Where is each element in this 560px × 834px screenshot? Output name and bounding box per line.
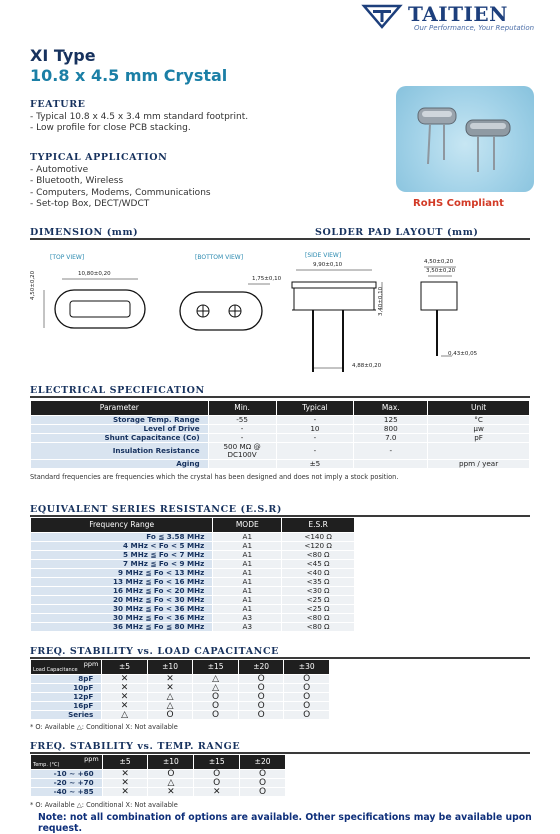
available-icon: O bbox=[284, 693, 330, 702]
conditional-icon: △ bbox=[147, 702, 193, 711]
load-corner: ppm Load Capacitance bbox=[31, 660, 102, 675]
dim-side-width: 9,90±0,10 bbox=[313, 262, 343, 268]
esr-table bbox=[30, 517, 355, 632]
available-icon: O bbox=[147, 711, 193, 720]
available-icon: O bbox=[238, 693, 284, 702]
product-subtitle: 10.8 x 4.5 mm Crystal bbox=[30, 66, 228, 85]
not-available-icon: ✕ bbox=[102, 675, 147, 684]
pad-layout-heading: SOLDER PAD LAYOUT (mm) bbox=[315, 227, 479, 238]
col-frequency: Frequency Range bbox=[31, 518, 213, 533]
table-row: 16 MHz ≦ Fo < 20 MHz A1 <30 Ω bbox=[31, 587, 355, 596]
available-icon: O bbox=[238, 702, 284, 711]
col-max: Max. bbox=[354, 401, 428, 416]
footer-note: Note: not all combination of options are available. Other specifications may be available upon request. bbox=[38, 812, 532, 834]
table-row: -10 ~ +60 ✕ O O O bbox=[31, 770, 286, 779]
dim-top-width: 10,80±0,20 bbox=[78, 271, 111, 277]
product-type: XI Type bbox=[30, 46, 96, 65]
table-row: 5 MHz ≦ Fo < 7 MHz A1 <80 Ω bbox=[31, 551, 355, 560]
available-icon: O bbox=[193, 702, 239, 711]
rohs-label: RoHS Compliant bbox=[413, 198, 504, 209]
application-heading: TYPICAL APPLICATION bbox=[30, 152, 168, 163]
dim-side-height: 3,40±0,10 bbox=[378, 286, 384, 316]
conditional-icon: △ bbox=[102, 711, 147, 720]
feature-heading: FEATURE bbox=[30, 99, 86, 110]
bottom-view-label: [BOTTOM VIEW] bbox=[195, 254, 244, 261]
temp-table: ppm Temp. (°C) ±5 ±10 ±15 ±20 -10 ~ +60 ✕ O O O -20 ~ +70 ✕ △ O O -40 ~ +85 ✕ ✕ ✕ O bbox=[30, 754, 286, 797]
table-row: 30 MHz ≦ Fo < 36 MHz A1 <25 Ω bbox=[31, 605, 355, 614]
dimension-drawing bbox=[0, 0, 560, 400]
table-row: 36 MHz ≦ Fo ≦ 80 MHz A3 <80 Ω bbox=[31, 623, 355, 632]
divider bbox=[30, 396, 530, 398]
available-icon: O bbox=[148, 770, 194, 779]
table-row: Insulation Resistance 500 MΩ @ DC100V - - bbox=[31, 443, 530, 460]
dim-lead: 0,43±0,05 bbox=[448, 351, 478, 357]
col-esr: E.S.R bbox=[282, 518, 355, 533]
load-table: ppm Load Capacitance ±5 ±10 ±15 ±20 ±30 8pF ✕ ✕ △ O O 10pF ✕ ✕ △ O O 12pF ✕ △ O O O 16pF ✕ △ O O O Series △ O O O O bbox=[30, 659, 330, 720]
feature-item: - Typical 10.8 x 4.5 x 3.4 mm standard footprint. bbox=[30, 112, 249, 122]
load-heading: FREQ. STABILITY vs. LOAD CAPACITANCE bbox=[30, 646, 279, 657]
not-available-icon: ✕ bbox=[102, 779, 148, 788]
col-parameter: Parameter bbox=[31, 401, 209, 416]
table-row: 12pF ✕ △ O O O bbox=[31, 693, 330, 702]
not-available-icon: ✕ bbox=[102, 702, 147, 711]
dim-bottom: 1,75±0,10 bbox=[252, 276, 282, 282]
table-row: 13 MHz ≦ Fo < 16 MHz A1 <35 Ω bbox=[31, 578, 355, 587]
conditional-icon: △ bbox=[193, 675, 239, 684]
load-legend: * O: Available △: Conditional X: Not available bbox=[30, 723, 178, 731]
not-available-icon: ✕ bbox=[102, 693, 147, 702]
available-icon: O bbox=[240, 779, 286, 788]
application-item: - Automotive bbox=[30, 165, 89, 175]
conditional-icon: △ bbox=[148, 779, 194, 788]
col-typical: Typical bbox=[276, 401, 354, 416]
table-row: 16pF ✕ △ O O O bbox=[31, 702, 330, 711]
application-item: - Set-top Box, DECT/WDCT bbox=[30, 199, 150, 210]
available-icon: O bbox=[238, 675, 284, 684]
available-icon: O bbox=[284, 711, 330, 720]
conditional-icon: △ bbox=[147, 693, 193, 702]
not-available-icon: ✕ bbox=[102, 788, 148, 797]
table-row: 8pF ✕ ✕ △ O O bbox=[31, 675, 330, 684]
available-icon: O bbox=[284, 702, 330, 711]
table-row: 4 MHz < Fo < 5 MHz A1 <120 Ω bbox=[31, 542, 355, 551]
table-row: -20 ~ +70 ✕ △ O O bbox=[31, 779, 286, 788]
dim-top-height: 4,50±0,20 bbox=[30, 270, 36, 300]
not-available-icon: ✕ bbox=[148, 788, 194, 797]
application-item: - Bluetooth, Wireless bbox=[30, 176, 124, 187]
electrical-heading: ELECTRICAL SPECIFICATION bbox=[30, 385, 205, 396]
col-min: Min. bbox=[208, 401, 276, 416]
col-unit: Unit bbox=[428, 401, 530, 416]
brand-tagline: Our Performance, Your Reputation bbox=[414, 24, 535, 32]
available-icon: O bbox=[193, 693, 239, 702]
dim-pad-width: 4,50±0,20 bbox=[424, 259, 454, 265]
table-row: Fo ≦ 3.58 MHz A1 <140 Ω bbox=[31, 533, 355, 542]
side-view-label: [SIDE VIEW] bbox=[305, 252, 342, 259]
table-row: Series △ O O O O bbox=[31, 711, 330, 720]
table-row: 20 MHz ≦ Fo < 30 MHz A1 <25 Ω bbox=[31, 596, 355, 605]
dimension-heading: DIMENSION (mm) bbox=[30, 227, 139, 238]
available-icon: O bbox=[238, 711, 284, 720]
table-row: 9 MHz ≦ Fo < 13 MHz A1 <40 Ω bbox=[31, 569, 355, 578]
not-available-icon: ✕ bbox=[102, 770, 148, 779]
table-row: Storage Temp. Range -55 - 125 °C bbox=[31, 416, 530, 425]
table-row: 10pF ✕ ✕ △ O O bbox=[31, 684, 330, 693]
available-icon: O bbox=[284, 684, 330, 693]
top-view-label: [TOP VIEW] bbox=[50, 254, 85, 261]
electrical-note: Standard frequencies are frequencies which the crystal has been designed and does not imply a stock position. bbox=[30, 473, 399, 481]
table-row: Shunt Capacitance (Co) - - 7.0 pF bbox=[31, 434, 530, 443]
temp-heading: FREQ. STABILITY vs. TEMP. RANGE bbox=[30, 741, 241, 752]
brand-name: TAITIEN bbox=[408, 2, 508, 26]
dim-pitch: 4,88±0,20 bbox=[352, 363, 382, 369]
available-icon: O bbox=[193, 711, 239, 720]
table-row: Aging ±5 ppm / year bbox=[31, 460, 530, 469]
available-icon: O bbox=[238, 684, 284, 693]
dim-pad-inner: 3,50±0,20 bbox=[426, 268, 456, 274]
temp-corner: ppm Temp. (°C) bbox=[31, 755, 103, 770]
table-row: Level of Drive - 10 800 µw bbox=[31, 425, 530, 434]
application-item: - Computers, Modems, Communications bbox=[30, 187, 211, 198]
conditional-icon: △ bbox=[193, 684, 239, 693]
electrical-table bbox=[30, 400, 530, 469]
not-available-icon: ✕ bbox=[147, 684, 193, 693]
available-icon: O bbox=[194, 779, 240, 788]
temp-legend: * O: Available △: Conditional X: Not available bbox=[30, 801, 178, 809]
esr-heading: EQUIVALENT SERIES RESISTANCE (E.S.R) bbox=[30, 504, 282, 515]
available-icon: O bbox=[240, 788, 286, 797]
feature-item: - Low profile for close PCB stacking. bbox=[30, 123, 191, 134]
not-available-icon: ✕ bbox=[102, 684, 147, 693]
table-row: 30 MHz ≦ Fo < 36 MHz A3 <80 Ω bbox=[31, 614, 355, 623]
available-icon: O bbox=[240, 770, 286, 779]
not-available-icon: ✕ bbox=[147, 675, 193, 684]
table-row: 7 MHz ≦ Fo < 9 MHz A1 <45 Ω bbox=[31, 560, 355, 569]
col-mode: MODE bbox=[213, 518, 282, 533]
available-icon: O bbox=[284, 675, 330, 684]
available-icon: O bbox=[194, 770, 240, 779]
not-available-icon: ✕ bbox=[194, 788, 240, 797]
table-row: -40 ~ +85 ✕ ✕ ✕ O bbox=[31, 788, 286, 797]
